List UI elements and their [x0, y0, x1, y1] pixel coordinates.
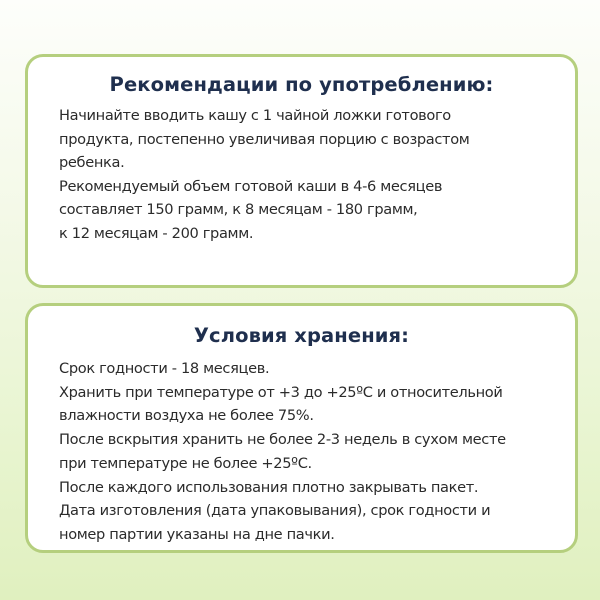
- storage-line: номер партии указаны на дне пачки.: [59, 525, 335, 543]
- usage-body: [59, 104, 575, 245]
- usage-title: Рекомендации по употреблению:: [109, 73, 494, 96]
- usage-recommendations-card: [25, 54, 578, 288]
- storage-line: Срок годности - 18 месяцев.: [59, 360, 270, 377]
- usage-line: к 12 месяцам - 200 грамм.: [59, 224, 254, 242]
- storage-conditions-card: [25, 303, 578, 553]
- storage-line: Дата изготовления (дата упаковывания), срок годности и: [59, 502, 491, 520]
- usage-line: составляет 150 грамм, к 8 месяцам - 180 грамм,: [59, 201, 418, 218]
- storage-title: Условия хранения:: [193, 324, 410, 347]
- usage-line: Рекомендуемый объем готовой каши в 4-6 месяцев: [59, 177, 443, 195]
- usage-line: Начинайте вводить кашу с 1 чайной ложки готового: [59, 107, 451, 124]
- storage-line: влажности воздуха не более 75%.: [59, 407, 314, 425]
- usage-line: продукта, постепенно увеличивая порцию с возрастом: [59, 130, 470, 148]
- storage-line: После вскрытия хранить не более 2-3 недель в сухом месте: [59, 431, 506, 449]
- storage-line: Хранить при температуре от +3 до +25ºC и относительной: [59, 383, 503, 401]
- storage-line: После каждого использования плотно закрывать пакет.: [59, 478, 479, 496]
- storage-line: при температуре не более +25ºC.: [59, 454, 312, 472]
- usage-line: ребенка.: [59, 154, 125, 171]
- storage-body: [59, 357, 575, 547]
